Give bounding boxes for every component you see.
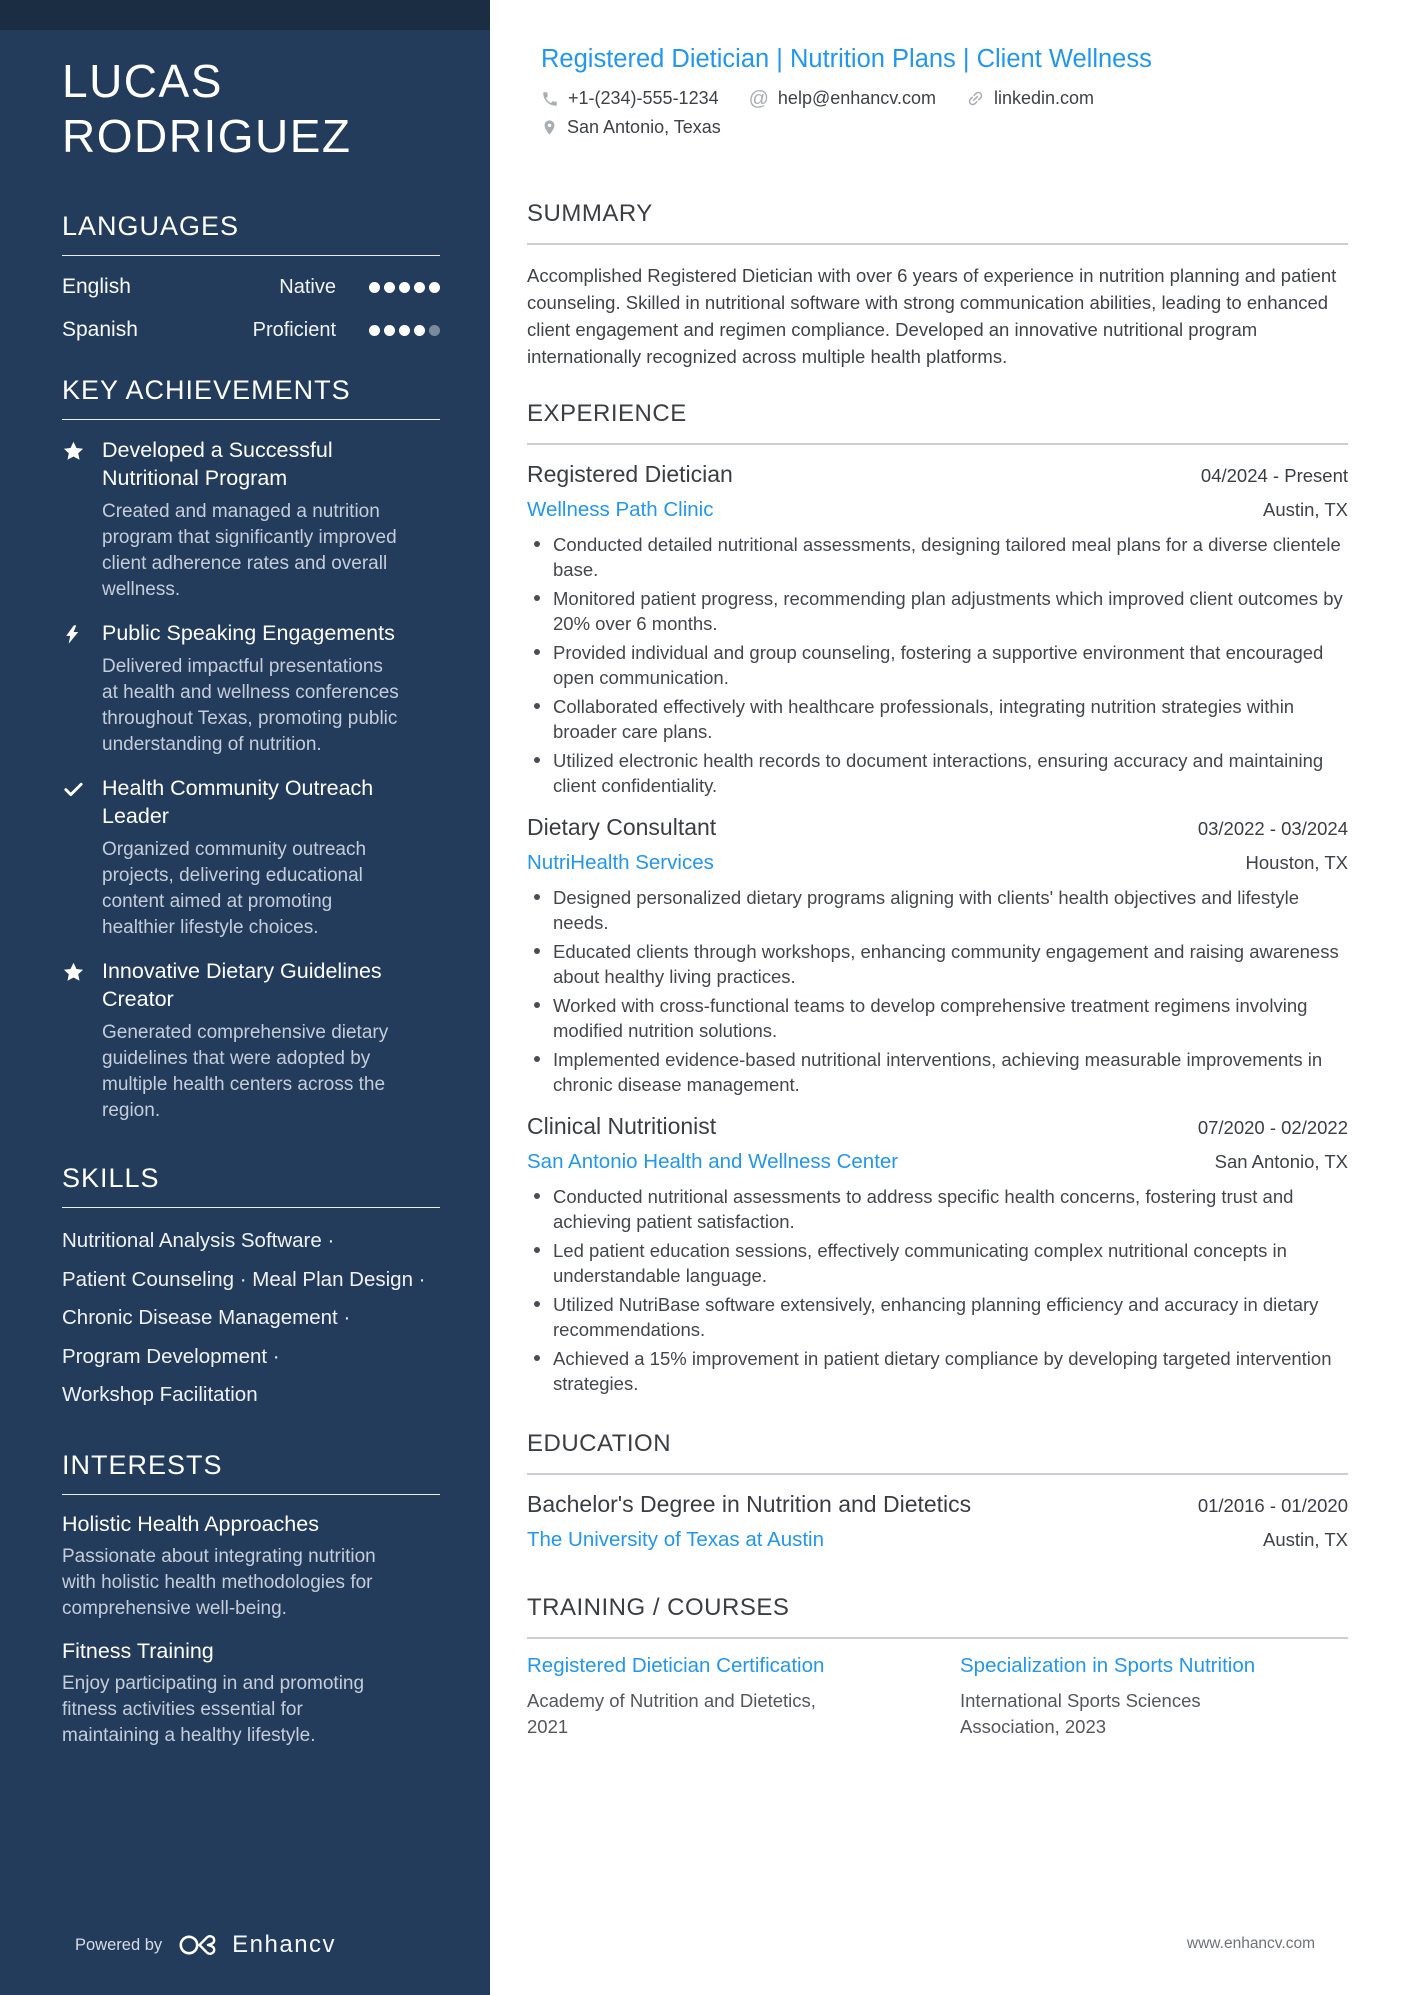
skill-line: Patient Counseling · Meal Plan Design · bbox=[62, 1267, 426, 1291]
jobs-list bbox=[527, 461, 1348, 1396]
job-dates: 03/2022 - 03/2024 bbox=[1197, 818, 1348, 839]
skills-list bbox=[62, 1222, 440, 1415]
job-location: Austin, TX bbox=[1262, 499, 1348, 520]
course-name[interactable]: Registered Dietician Certification bbox=[527, 1654, 825, 1677]
job-location: Houston, TX bbox=[1245, 852, 1348, 873]
achievements-list bbox=[62, 436, 440, 1124]
bullet-item: Conducted nutritional assessments to address specific health concerns, fostering trust and achieving patient satisfaction. bbox=[527, 1184, 1348, 1234]
education-dates: 01/2016 - 01/2020 bbox=[1197, 1495, 1348, 1516]
skill-line: Nutritional Analysis Software · bbox=[62, 1229, 335, 1252]
powered-by bbox=[75, 1931, 336, 1959]
proficiency-dot bbox=[414, 325, 425, 336]
achievement-text: Delivered impactful presentations at health and wellness conferences throughout Texas, promoting public understanding of nutrition. bbox=[102, 656, 399, 755]
summary-section bbox=[527, 200, 1348, 370]
achievement-item bbox=[62, 436, 440, 603]
contact-row-2 bbox=[541, 117, 1348, 138]
skills-section-title: SKILLS bbox=[62, 1164, 440, 1208]
interests-section-title: INTERESTS bbox=[62, 1451, 440, 1495]
check-icon bbox=[62, 778, 85, 801]
achievement-title: Developed a Successful Nutritional Program bbox=[102, 438, 333, 490]
language-dots bbox=[369, 282, 440, 293]
person-name-line2: RODRIGUEZ bbox=[62, 110, 352, 162]
job-role: Dietary Consultant bbox=[527, 814, 717, 840]
course-name[interactable]: Specialization in Sports Nutrition bbox=[960, 1654, 1256, 1677]
job-entry bbox=[527, 461, 1348, 798]
contact-location bbox=[541, 117, 721, 138]
language-level: Native bbox=[279, 275, 336, 298]
bullet-item: Worked with cross-functional teams to develop comprehensive treatment regimens involving modified nutrition solutions. bbox=[527, 993, 1348, 1043]
achievement-text: Generated comprehensive dietary guidelines that were adopted by multiple health centers across the region. bbox=[102, 1022, 389, 1121]
proficiency-dot bbox=[369, 325, 380, 336]
course-item bbox=[527, 1653, 862, 1740]
interest-title: Holistic Health Approaches bbox=[62, 1511, 319, 1536]
interest-text: Passionate about integrating nutrition with holistic health methodologies for comprehensive well-being. bbox=[62, 1545, 376, 1619]
job-company[interactable]: San Antonio Health and Wellness Center bbox=[527, 1150, 899, 1173]
courses-list bbox=[527, 1639, 1348, 1740]
summary-title: SUMMARY bbox=[527, 200, 1348, 245]
proficiency-dot bbox=[384, 282, 395, 293]
sidebar-top-strip bbox=[0, 0, 490, 30]
job-company[interactable]: Wellness Path Clinic bbox=[527, 498, 714, 521]
bullet-item: Provided individual and group counseling, fostering a supportive environment that encouraged open communication. bbox=[527, 640, 1348, 690]
bullet-item: Designed personalized dietary programs aligning with clients' health objectives and lifestyle needs. bbox=[527, 885, 1348, 935]
languages-list bbox=[62, 275, 440, 342]
proficiency-dot bbox=[429, 325, 440, 336]
summary-text: Accomplished Registered Dietician with over 6 years of experience in nutrition planning and patient counseling. Skilled in nutritional software with strong communication abilities, leading to enhanced client engagement and regimen compliance. Developed an innovative nutritional program internationally recognized across multiple health platforms. bbox=[527, 265, 1337, 367]
language-row bbox=[62, 275, 440, 299]
location-pin-icon bbox=[541, 119, 558, 136]
skill-line: Chronic Disease Management · bbox=[62, 1306, 351, 1329]
proficiency-dot bbox=[369, 282, 380, 293]
language-name: Spanish bbox=[62, 318, 138, 341]
bullet-item: Monitored patient progress, recommending plan adjustments which improved client outcomes by 20% over 6 months. bbox=[527, 586, 1348, 636]
footer-site[interactable]: www.enhancv.com bbox=[1186, 1935, 1315, 1952]
interest-title: Fitness Training bbox=[62, 1638, 214, 1663]
contact-row-1 bbox=[541, 88, 1348, 109]
bolt-icon bbox=[62, 623, 83, 646]
training-section bbox=[527, 1594, 1348, 1740]
contact-email[interactable] bbox=[749, 88, 936, 109]
proficiency-dot bbox=[384, 325, 395, 336]
brand-name: Enhancv bbox=[232, 1931, 337, 1958]
bullet-item: Implemented evidence-based nutritional interventions, achieving measurable improvements in chronic disease management. bbox=[527, 1047, 1348, 1097]
course-org: International Sports Sciences Association, 2023 bbox=[960, 1690, 1201, 1737]
bullet-item: Educated clients through workshops, enhancing community engagement and raising awareness about healthy living practices. bbox=[527, 939, 1348, 989]
interests-list bbox=[62, 1510, 440, 1749]
job-bullets bbox=[527, 885, 1348, 1097]
contact-phone[interactable] bbox=[541, 88, 719, 109]
contact-website[interactable] bbox=[966, 88, 1094, 109]
link-icon bbox=[962, 85, 989, 112]
enhancv-logo-icon bbox=[178, 1932, 220, 1958]
interest-text: Enjoy participating in and promoting fitness activities essential for maintaining a healthy lifestyle. bbox=[62, 1672, 365, 1746]
job-company[interactable]: NutriHealth Services bbox=[527, 851, 714, 874]
education-location: Austin, TX bbox=[1262, 1529, 1348, 1550]
phone-number: +1-(234)-555-1234 bbox=[568, 88, 719, 108]
achievement-item bbox=[62, 957, 440, 1124]
education-title: EDUCATION bbox=[527, 1430, 1348, 1475]
bullet-item: Collaborated effectively with healthcare professionals, integrating nutrition strategies within broader care plans. bbox=[527, 694, 1348, 744]
achievement-item bbox=[62, 619, 440, 758]
job-role: Registered Dietician bbox=[527, 461, 733, 487]
education-section bbox=[527, 1430, 1348, 1552]
person-name bbox=[62, 54, 440, 164]
skill-line: Workshop Facilitation bbox=[62, 1383, 258, 1406]
bullet-item: Conducted detailed nutritional assessments, designing tailored meal plans for a diverse clientele base. bbox=[527, 532, 1348, 582]
star-icon bbox=[62, 961, 85, 984]
experience-section bbox=[527, 400, 1348, 1396]
email-address: help@enhancv.com bbox=[777, 88, 936, 108]
achievement-text: Organized community outreach projects, delivering educational content aimed at promoting healthier lifestyle choices. bbox=[102, 839, 367, 938]
proficiency-dot bbox=[429, 282, 440, 293]
header-block bbox=[541, 44, 1348, 138]
job-bullets bbox=[527, 1184, 1348, 1396]
job-dates: 07/2020 - 02/2022 bbox=[1197, 1117, 1348, 1138]
sidebar bbox=[0, 0, 490, 1995]
job-role: Clinical Nutritionist bbox=[527, 1113, 717, 1139]
phone-icon bbox=[541, 90, 559, 108]
main-column bbox=[490, 0, 1410, 1995]
language-name: English bbox=[62, 275, 131, 298]
language-level: Proficient bbox=[252, 318, 336, 341]
website-url: linkedin.com bbox=[993, 88, 1094, 108]
achievement-item bbox=[62, 774, 440, 941]
achievements-section-title: KEY ACHIEVEMENTS bbox=[62, 376, 440, 420]
education-entry bbox=[527, 1491, 1348, 1552]
location-text: San Antonio, Texas bbox=[567, 117, 721, 137]
job-entry bbox=[527, 814, 1348, 1097]
language-dots bbox=[369, 325, 440, 336]
enhancv-brand[interactable] bbox=[178, 1931, 336, 1959]
job-location: San Antonio, TX bbox=[1214, 1151, 1348, 1172]
at-icon: @ bbox=[748, 87, 769, 110]
degree-name: Bachelor's Degree in Nutrition and Dietetics bbox=[527, 1491, 972, 1517]
star-icon bbox=[62, 440, 85, 463]
job-dates: 04/2024 - Present bbox=[1200, 465, 1348, 486]
job-bullets bbox=[527, 532, 1348, 798]
interest-item bbox=[62, 1510, 392, 1622]
person-name-line1: LUCAS bbox=[62, 55, 223, 107]
course-item bbox=[960, 1653, 1295, 1740]
languages-section-title: LANGUAGES bbox=[62, 212, 440, 256]
language-row bbox=[62, 318, 440, 342]
achievement-text: Created and managed a nutrition program that significantly improved client adherence rates and overall wellness. bbox=[102, 501, 397, 600]
proficiency-dot bbox=[399, 325, 410, 336]
bullet-item: Utilized NutriBase software extensively, enhancing planning efficiency and accuracy in dietary recommendations. bbox=[527, 1292, 1348, 1342]
proficiency-dot bbox=[399, 282, 410, 293]
proficiency-dot bbox=[414, 282, 425, 293]
training-title: TRAINING / COURSES bbox=[527, 1594, 1348, 1639]
skill-line: Program Development · bbox=[62, 1344, 280, 1368]
achievement-title: Innovative Dietary Guidelines Creator bbox=[102, 959, 382, 1011]
bullet-item: Utilized electronic health records to document interactions, ensuring accuracy and maintaining client confidentiality. bbox=[527, 748, 1348, 798]
experience-title: EXPERIENCE bbox=[527, 400, 1348, 445]
interest-item bbox=[62, 1637, 392, 1749]
achievement-title: Health Community Outreach Leader bbox=[102, 776, 374, 828]
headline: Registered Dietician | Nutrition Plans | Client Wellness bbox=[541, 45, 1152, 73]
bullet-item: Led patient education sessions, effectively communicating complex nutritional concepts in understandable language. bbox=[527, 1238, 1348, 1288]
school-name[interactable]: The University of Texas at Austin bbox=[527, 1528, 825, 1551]
bullet-item: Achieved a 15% improvement in patient dietary compliance by developing targeted intervention strategies. bbox=[527, 1346, 1348, 1396]
job-entry bbox=[527, 1113, 1348, 1396]
powered-by-label: Powered by bbox=[75, 1935, 163, 1954]
course-org: Academy of Nutrition and Dietetics, 2021 bbox=[527, 1690, 816, 1737]
achievement-title: Public Speaking Engagements bbox=[102, 621, 395, 645]
